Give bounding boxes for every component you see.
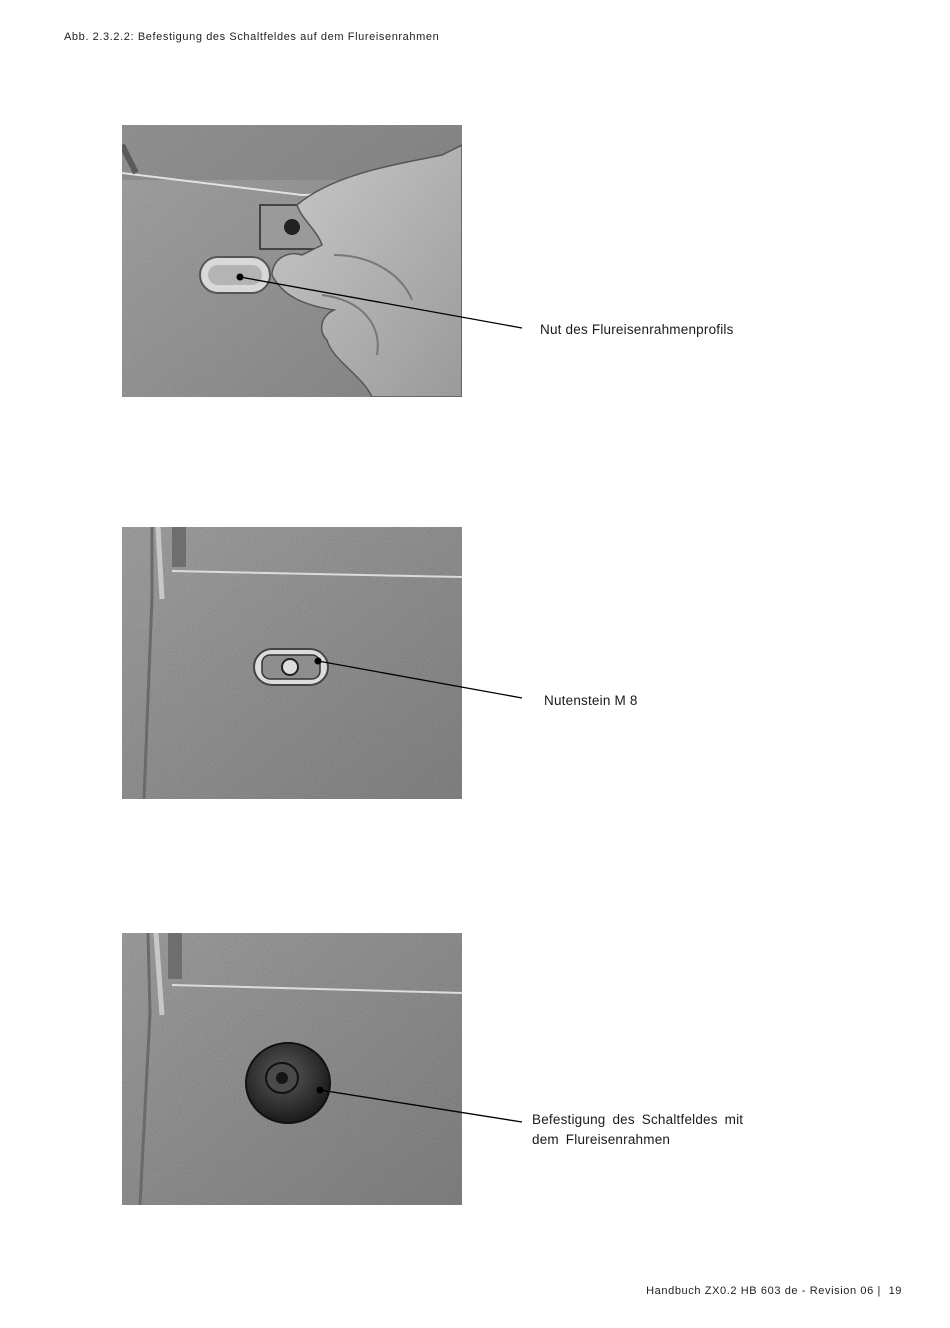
- footer-text: Handbuch ZX0.2 HB 603 de - Revision 06 |: [646, 1285, 881, 1297]
- label-slot-nut: Nutenstein M 8: [544, 693, 638, 708]
- label-profile-groove: Nut des Flureisenrahmenprofils: [540, 322, 734, 337]
- photo-profile-groove: [122, 125, 462, 397]
- page-footer: [646, 1285, 902, 1297]
- page-number: 19: [888, 1285, 902, 1297]
- label-fastening: Befestigung des Schaltfeldes mit dem Flureisenrahmen: [532, 1112, 744, 1147]
- photo-slot-nut: [122, 527, 462, 799]
- figure-caption: Abb. 2.3.2.2: Befestigung des Schaltfeldes auf dem Flureisenrahmen: [64, 31, 440, 43]
- photo-fastening: [122, 933, 462, 1205]
